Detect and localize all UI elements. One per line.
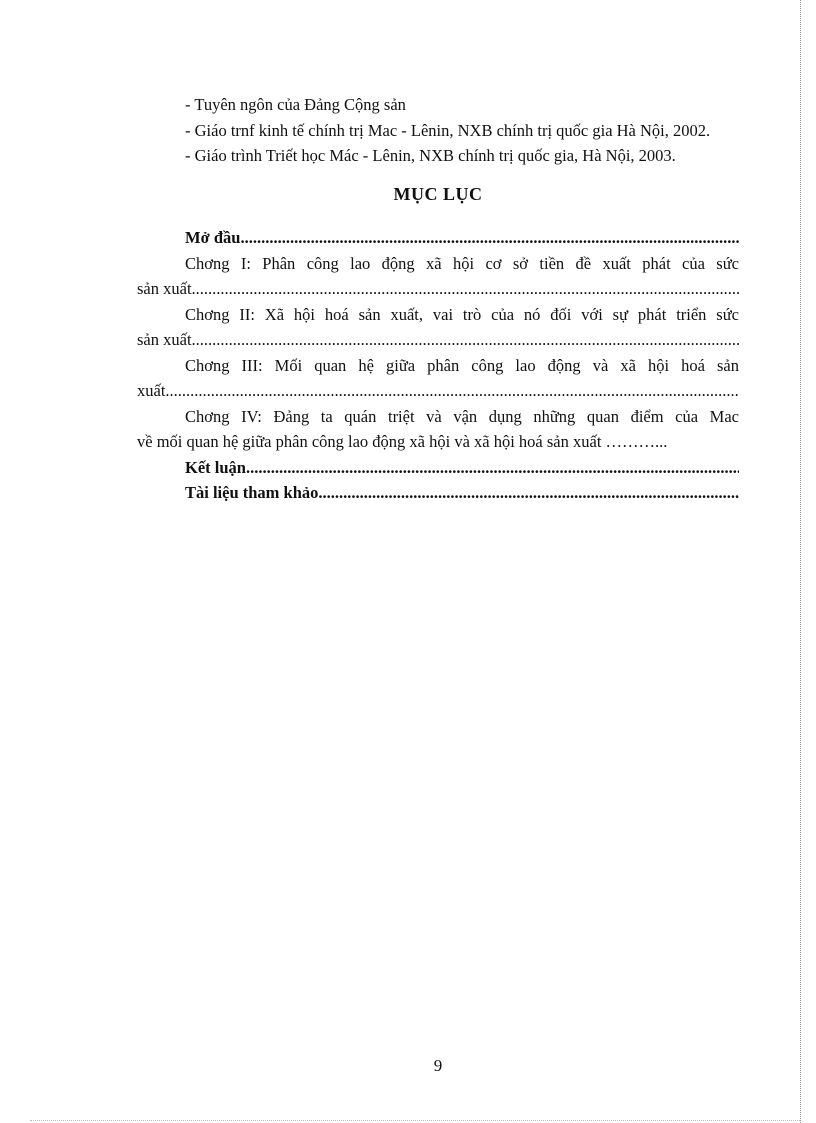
dot-leader <box>246 455 739 481</box>
toc-entry-references[interactable] <box>137 480 739 506</box>
toc-entry-chapter-1-cont[interactable] <box>137 276 739 302</box>
toc-title: MỤC LỤC <box>393 183 483 204</box>
dot-leader <box>196 327 739 353</box>
reference-item: - Giáo trnf kinh tế chính trị Mac - Lênin, NXB chính trị quốc gia Hà Nội, 2002. <box>185 120 711 140</box>
toc-entry-chapter-2[interactable]: Chơng II: Xã hội hoá sản xuất, vai trò của nó đối với sự phát triển sức <box>185 304 739 324</box>
document-page <box>137 92 739 506</box>
dot-leader <box>165 378 739 404</box>
toc-entry-label: xuất <box>137 381 166 400</box>
dot-leader <box>318 480 739 506</box>
reference-item: - Tuyên ngôn của Đảng Cộng sản <box>185 95 406 114</box>
toc-entry-label: Mở đầu <box>185 228 241 247</box>
toc-entry-label: sản xuất. <box>137 279 196 298</box>
toc-entry-chapter-3-cont[interactable] <box>137 378 739 404</box>
toc-entry-label: Tài liệu tham khảo <box>185 483 319 502</box>
toc-entry-chapter-4-cont[interactable]: về mối quan hệ giữa phân công lao động xã hội và xã hội hoá sản xuất ………... <box>137 432 668 451</box>
page-frame-bottom-border <box>30 1120 800 1121</box>
toc-entry-chapter-4[interactable]: Chơng IV: Đảng ta quán triệt và vận dụng những quan điểm của Mac <box>185 406 739 426</box>
toc-entry-chapter-1[interactable]: Chơng I: Phân công lao động xã hội cơ sở tiền đề xuất phát của sức <box>185 253 739 273</box>
toc-entry-intro[interactable] <box>137 225 739 251</box>
page-frame-right-border <box>800 0 801 1123</box>
toc-entry-label: sản xuất. <box>137 330 196 349</box>
toc-entry-chapter-3[interactable]: Chơng III: Mối quan hệ giữa phân công lao động và xã hội hoá sản <box>185 355 739 375</box>
dot-leader <box>240 225 739 251</box>
reference-item: - Giáo trình Triết học Mác - Lênin, NXB chính trị quốc gia, Hà Nội, 2003. <box>185 146 676 165</box>
page-number: 9 <box>433 1056 443 1075</box>
toc-entry-label: Kết luận <box>185 457 246 477</box>
toc-entry-chapter-2-cont[interactable] <box>137 327 739 353</box>
dot-leader <box>196 276 739 302</box>
toc-entry-conclusion[interactable] <box>137 455 739 481</box>
